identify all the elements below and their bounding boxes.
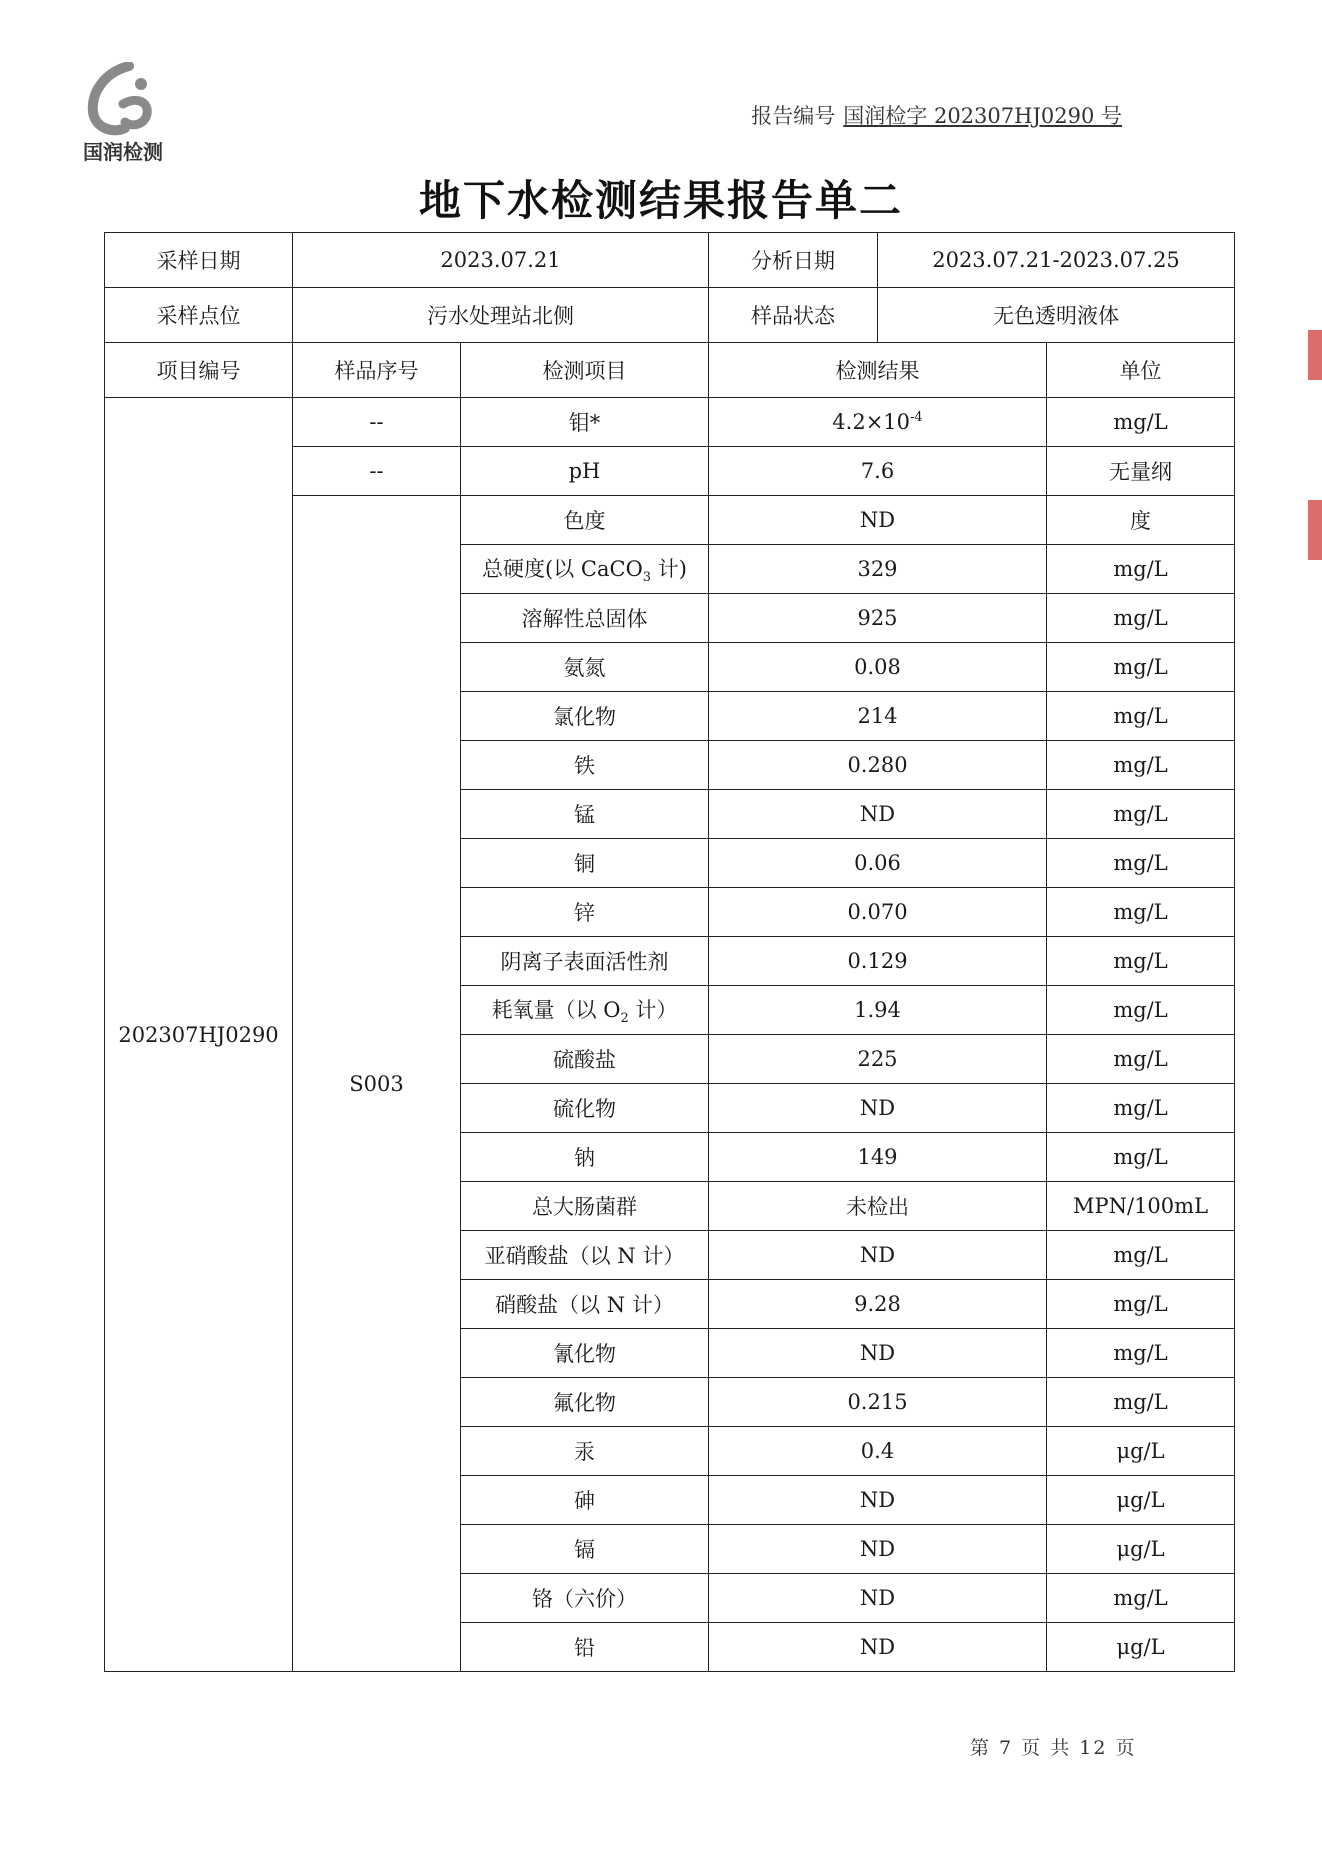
info-row-2 bbox=[105, 288, 1235, 343]
stamp-mark bbox=[1308, 330, 1322, 380]
stamp-mark bbox=[1308, 500, 1322, 560]
results-table bbox=[104, 232, 1235, 1672]
unit-cell: μg/L bbox=[1047, 1476, 1235, 1525]
item-subscript: 3 bbox=[642, 570, 652, 586]
unit-cell: mg/L bbox=[1047, 1378, 1235, 1427]
result-cell: 149 bbox=[709, 1133, 1047, 1182]
item-cell: 溶解性总固体 bbox=[461, 594, 709, 643]
result-cell: ND bbox=[709, 1231, 1047, 1280]
unit-cell: mg/L bbox=[1047, 1574, 1235, 1623]
item-cell: 硫化物 bbox=[461, 1084, 709, 1133]
item-cell: 锌 bbox=[461, 888, 709, 937]
item-cell: 亚硝酸盐（以 N 计） bbox=[461, 1231, 709, 1280]
analysis-date-value: 2023.07.21-2023.07.25 bbox=[932, 248, 1180, 272]
result-cell: ND bbox=[709, 496, 1047, 545]
result-cell: 0.280 bbox=[709, 741, 1047, 790]
col-result: 检测结果 bbox=[709, 343, 1047, 398]
item-cell: 钠 bbox=[461, 1133, 709, 1182]
unit-cell: mg/L bbox=[1047, 643, 1235, 692]
item-cell: 氟化物 bbox=[461, 1378, 709, 1427]
unit-cell: mg/L bbox=[1047, 1084, 1235, 1133]
result-cell: ND bbox=[709, 1574, 1047, 1623]
page-footer: 第 7 页 共 12 页 bbox=[970, 1737, 1137, 1759]
group-sample-cell: S003 bbox=[293, 496, 461, 1672]
table-row bbox=[105, 398, 1235, 447]
result-cell: 0.215 bbox=[709, 1378, 1047, 1427]
project-number-cell: 202307HJ0290 bbox=[105, 398, 293, 1672]
sampling-date-label: 采样日期 bbox=[105, 233, 293, 288]
sampling-date-value: 2023.07.21 bbox=[293, 233, 709, 288]
item-cell: 汞 bbox=[461, 1427, 709, 1476]
item-text: 计) bbox=[651, 556, 687, 581]
unit-cell: mg/L bbox=[1047, 1133, 1235, 1182]
result-exponent: -4 bbox=[910, 410, 923, 425]
item-cell: 铁 bbox=[461, 741, 709, 790]
result-cell: 1.94 bbox=[709, 986, 1047, 1035]
unit-cell: mg/L bbox=[1047, 1035, 1235, 1084]
result-cell: 0.08 bbox=[709, 643, 1047, 692]
result-cell: 225 bbox=[709, 1035, 1047, 1084]
col-sample-no: 样品序号 bbox=[293, 343, 461, 398]
item-text: 总硬度(以 CaCO bbox=[482, 556, 643, 581]
item-cell: 铅 bbox=[461, 1623, 709, 1672]
unit-cell: 度 bbox=[1047, 496, 1235, 545]
report-number-value: 国润检字 202307HJ0290 号 bbox=[843, 104, 1122, 128]
sampling-point-label: 采样点位 bbox=[105, 288, 293, 343]
item-cell: 氨氮 bbox=[461, 643, 709, 692]
result-cell: 214 bbox=[709, 692, 1047, 741]
unit-cell: mg/L bbox=[1047, 888, 1235, 937]
company-logo bbox=[68, 62, 178, 165]
column-header-row bbox=[105, 343, 1235, 398]
item-cell: 硝酸盐（以 N 计） bbox=[461, 1280, 709, 1329]
item-cell: 砷 bbox=[461, 1476, 709, 1525]
col-item: 检测项目 bbox=[461, 343, 709, 398]
logo-mark-icon bbox=[83, 62, 163, 136]
analysis-date-label: 分析日期 bbox=[709, 233, 878, 287]
result-cell bbox=[709, 447, 1047, 496]
item-cell: 阴离子表面活性剂 bbox=[461, 937, 709, 986]
info-row-1 bbox=[105, 233, 1235, 288]
result-cell: 0.4 bbox=[709, 1427, 1047, 1476]
result-cell: 329 bbox=[709, 545, 1047, 594]
result-cell: 0.070 bbox=[709, 888, 1047, 937]
unit-cell: mg/L bbox=[1047, 986, 1235, 1035]
item-subscript: 2 bbox=[620, 1011, 629, 1027]
item-text: 耗氧量（以 O bbox=[491, 997, 621, 1022]
item-cell bbox=[461, 986, 709, 1035]
result-value: 7.6 bbox=[860, 459, 895, 483]
result-cell: 0.129 bbox=[709, 937, 1047, 986]
result-cell: 0.06 bbox=[709, 839, 1047, 888]
sampling-point-value: 污水处理站北侧 bbox=[293, 288, 709, 343]
report-number-label: 报告编号 bbox=[751, 104, 836, 128]
unit-cell: mg/L bbox=[1047, 594, 1235, 643]
result-cell: ND bbox=[709, 1525, 1047, 1574]
logo-text: 国润检测 bbox=[83, 140, 163, 164]
item-cell: 锰 bbox=[461, 790, 709, 839]
unit-cell: mg/L bbox=[1047, 937, 1235, 986]
item-cell: 氯化物 bbox=[461, 692, 709, 741]
unit-cell: mg/L bbox=[1047, 1231, 1235, 1280]
unit-cell: mg/L bbox=[1047, 545, 1235, 594]
unit-cell: 无量纲 bbox=[1047, 447, 1235, 496]
unit-cell: mg/L bbox=[1047, 1329, 1235, 1378]
unit-cell: MPN/100mL bbox=[1047, 1182, 1235, 1231]
unit-cell: mg/L bbox=[1047, 839, 1235, 888]
item-cell: 镉 bbox=[461, 1525, 709, 1574]
item-cell: 钼* bbox=[461, 398, 709, 447]
unit-cell: mg/L bbox=[1047, 398, 1235, 447]
unit-cell: μg/L bbox=[1047, 1525, 1235, 1574]
sample-state-value: 无色透明液体 bbox=[993, 304, 1119, 328]
result-cell: 925 bbox=[709, 594, 1047, 643]
sample-cell: -- bbox=[293, 398, 461, 447]
sample-cell: -- bbox=[293, 447, 461, 496]
sample-state-label: 样品状态 bbox=[709, 288, 878, 342]
unit-cell: mg/L bbox=[1047, 1280, 1235, 1329]
unit-cell: mg/L bbox=[1047, 790, 1235, 839]
item-cell: 铬（六价） bbox=[461, 1574, 709, 1623]
item-cell: 铜 bbox=[461, 839, 709, 888]
unit-cell: μg/L bbox=[1047, 1427, 1235, 1476]
unit-cell: mg/L bbox=[1047, 692, 1235, 741]
result-cell: ND bbox=[709, 1623, 1047, 1672]
result-cell: ND bbox=[709, 790, 1047, 839]
item-cell: 总大肠菌群 bbox=[461, 1182, 709, 1231]
item-text: 计） bbox=[628, 997, 678, 1022]
item-cell: 色度 bbox=[461, 496, 709, 545]
report-number bbox=[751, 100, 1122, 130]
result-value: 4.2×10 bbox=[832, 410, 911, 434]
item-cell bbox=[461, 545, 709, 594]
item-cell: 硫酸盐 bbox=[461, 1035, 709, 1084]
result-cell: 未检出 bbox=[709, 1182, 1047, 1231]
result-cell: ND bbox=[709, 1329, 1047, 1378]
col-unit: 单位 bbox=[1047, 343, 1235, 398]
unit-cell: mg/L bbox=[1047, 741, 1235, 790]
col-project-no: 项目编号 bbox=[105, 343, 293, 398]
item-cell: pH bbox=[461, 447, 709, 496]
unit-cell: μg/L bbox=[1047, 1623, 1235, 1672]
result-cell: 9.28 bbox=[709, 1280, 1047, 1329]
result-cell: ND bbox=[709, 1084, 1047, 1133]
page-title: 地下水检测结果报告单二 bbox=[418, 176, 903, 225]
result-cell bbox=[709, 398, 1047, 447]
item-cell: 氰化物 bbox=[461, 1329, 709, 1378]
result-cell: ND bbox=[709, 1476, 1047, 1525]
